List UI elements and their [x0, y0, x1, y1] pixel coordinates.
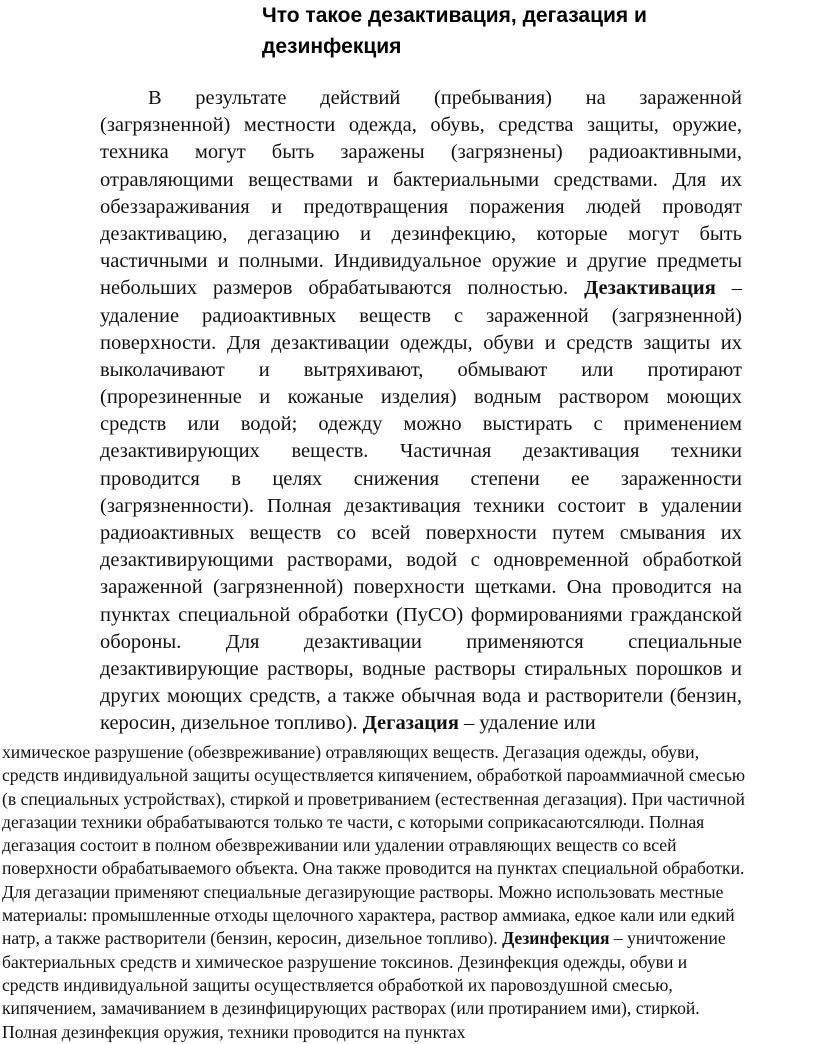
paragraph-line: дезактивирующих веществ. Частичная дезактивация техники: [100, 440, 742, 463]
paragraph-line: выколачивают и вытряхивают, обмывают или протирают: [100, 358, 742, 381]
paragraph-line: частичными и полными. Индивидуальное оружие и другие предметы: [100, 250, 742, 273]
line-text: натр, а также растворители (бензин, керосин, дизельное топливо).: [2, 928, 503, 949]
paragraph-line: В результате действий (пребывания) на зараженной: [148, 87, 742, 109]
paragraph-line: Полная дезинфекция оружия, техники проводится на пунктах: [2, 1021, 466, 1042]
paragraph-line: (загрязненной) местности одежда, обувь, средства защиты, оружие,: [100, 114, 742, 137]
paragraph-line: обороны. Для дезактивации применяются специальные: [100, 630, 742, 653]
paragraph-line: удаление радиоактивных веществ с зараженной (загрязненной): [100, 304, 742, 327]
paragraph-line: [100, 710, 742, 737]
paragraph-line: бактериальных средств и химическое разрушение токсинов. Дезинфекция одежды, обуви и: [2, 951, 688, 972]
paragraph-line: средств индивидуальной защиты осуществляется кипячением, обработкой пароаммиачной смесью: [2, 765, 746, 786]
paragraph-line: (загрязненности). Полная дезактивация техники состоит в удалении: [100, 494, 742, 517]
term-deactivation: Дезактивация: [584, 277, 716, 300]
paragraph-line: средств или водой; одежду можно выстирать с применением: [100, 413, 742, 436]
paragraph-line: средств индивидуальной защиты осуществляется обработкой их паровоздушной смесью,: [2, 974, 673, 995]
term-disinfection: Дезинфекция: [502, 928, 610, 949]
title-line-1: Что такое дезактивация, дегазация и: [262, 4, 647, 27]
paragraph-line: техника могут быть заражены (загрязнены) радиоактивными,: [100, 141, 742, 164]
paragraph-line: дезактивирующие растворы, водные растворы стиральных порошков и: [100, 657, 742, 680]
term-degassing: Дегазация: [362, 712, 459, 735]
paragraph-line: химическое разрушение (обезвреживание) отравляющих веществ. Дегазация одежды, обуви,: [2, 742, 700, 762]
paragraph-line: дезактивацию, дегазацию и дезинфекцию, которые могут быть: [100, 222, 742, 245]
paragraph-line: пунктах специальной обработки (ПуСО) формированиями гражданской: [100, 603, 742, 626]
line-text: – удаление или: [458, 712, 596, 735]
paragraph-line: кипячением, замачиванием в дезинфицирующих растворах (или протиранием ими), стиркой.: [2, 998, 700, 1019]
continuation-paragraph: [2, 741, 814, 1044]
paragraph-line: проводится в целях снижения степени ее зараженности: [100, 467, 742, 490]
paragraph-line: материалы: промышленные отходы щелочного характера, раствор аммиака, едкое кали или едкий: [2, 905, 735, 926]
paragraph-line: зараженной (загрязненной) поверхности щетками. Она проводится на: [100, 576, 742, 599]
document-title: [262, 0, 762, 62]
line-text: керосин, дизельное топливо).: [100, 712, 363, 735]
paragraph-line: (в специальных устройствах), стиркой и проветриванием (естественная дегазация). При частичной: [2, 788, 745, 809]
paragraph-line: радиоактивных веществ со всей поверхности путем смывания их: [100, 522, 742, 544]
line-text: –: [715, 277, 742, 300]
paragraph-line: дегазация состоит в полном обезвреживании или удалении отравляющих веществ со всей: [2, 835, 677, 856]
paragraph-line: [100, 275, 742, 302]
paragraph-line: поверхности обрабатываемого объекта. Она также проводится на пунктах специальной обработки.: [2, 858, 745, 879]
line-text: – уничтожение: [609, 928, 726, 949]
title-line-2: дезинфекция: [262, 35, 402, 58]
paragraph-line: Для дегазации применяют специальные дегазирующие растворы. Можно использовать местные: [2, 881, 724, 902]
paragraph-line: [2, 927, 814, 950]
paragraph-line: обеззараживания и предотвращения поражения людей проводят: [100, 195, 742, 218]
paragraph-line: дегазации техники обрабатываются только те части, с которыми соприкасаютсялюди. Полная: [2, 811, 705, 832]
paragraph-line: отравляющими веществами и бактериальными средствами. Для их: [100, 168, 742, 191]
paragraph-line: (прорезиненные и кожаные изделия) водным раствором моющих: [100, 386, 742, 409]
paragraph-line: других моющих средств, а также обычная вода и растворители (бензин,: [100, 685, 742, 708]
line-text: небольших размеров обрабатываются полностью.: [100, 277, 585, 300]
paragraph-line: дезактивирующими растворами, водой с одновременной обработкой: [100, 549, 742, 572]
main-paragraph: [100, 85, 742, 738]
paragraph-line: поверхности. Для дезактивации одежды, обуви и средств защиты их: [100, 331, 742, 354]
